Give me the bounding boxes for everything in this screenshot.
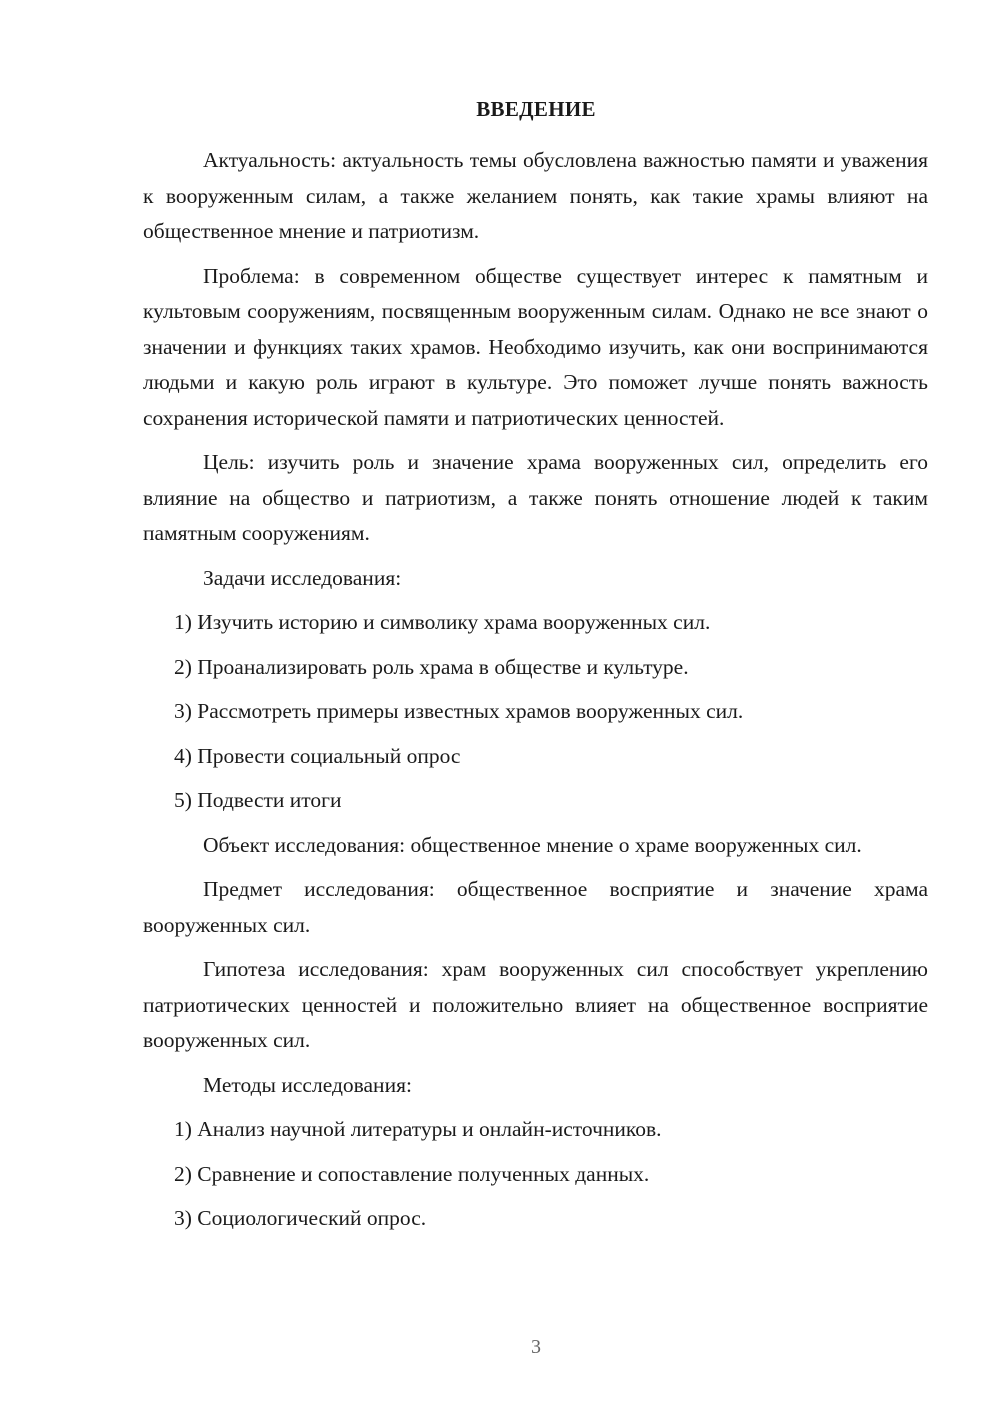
subject-paragraph: Предмет исследования: общественное восприятие и значение храма вооруженных сил. — [143, 877, 928, 937]
task-item-1: 1) Изучить историю и символику храма вооруженных сил. — [174, 610, 711, 634]
object-paragraph: Объект исследования: общественное мнение о храме вооруженных сил. — [203, 832, 862, 857]
problem-paragraph: Проблема: в современном обществе существует интерес к памятным и культовым сооружениям, посвященным вооруженным силам. Однако не все знают о значении и функциях таких храмов. Необходимо изучить, как они воспринимаются людьми и какую роль играют в культуре. Это поможет лучше понять важность сохранения исторической памяти и патриотических ценностей. — [143, 263, 928, 430]
section-heading: ВВЕДЕНИЕ — [476, 97, 596, 121]
methods-label: Методы исследования: — [203, 1072, 412, 1097]
task-item-4: 4) Провести социальный опрос — [174, 743, 461, 768]
task-item-2: 2) Проанализировать роль храма в обществе и культуре. — [174, 654, 689, 679]
method-item-1: 1) Анализ научной литературы и онлайн-источников. — [174, 1117, 662, 1141]
hypothesis-paragraph: Гипотеза исследования: храм вооруженных сил способствует укреплению патриотических ценностей и положительно влияет на общественное восприятие вооруженных сил. — [143, 957, 928, 1052]
method-item-3: 3) Социологический опрос. — [174, 1206, 427, 1230]
tasks-label: Задачи исследования: — [203, 565, 402, 590]
task-item-3: 3) Рассмотреть примеры известных храмов вооруженных сил. — [174, 699, 744, 723]
goal-paragraph: Цель: изучить роль и значение храма вооруженных сил, определить его влияние на общество и патриотизм, а также понять отношение людей к таким памятным сооружениям. — [143, 450, 928, 545]
relevance-paragraph: Актуальность: актуальность темы обусловлена важностью памяти и уважения к вооруженным силам, а также желанием понять, как такие храмы влияют на общественное мнение и патриотизм. — [143, 148, 928, 243]
task-item-5: 5) Подвести итоги — [174, 788, 342, 812]
document-body — [143, 143, 928, 1246]
page-number: 3 — [531, 1336, 541, 1358]
method-item-2: 2) Сравнение и сопоставление полученных данных. — [174, 1161, 650, 1186]
